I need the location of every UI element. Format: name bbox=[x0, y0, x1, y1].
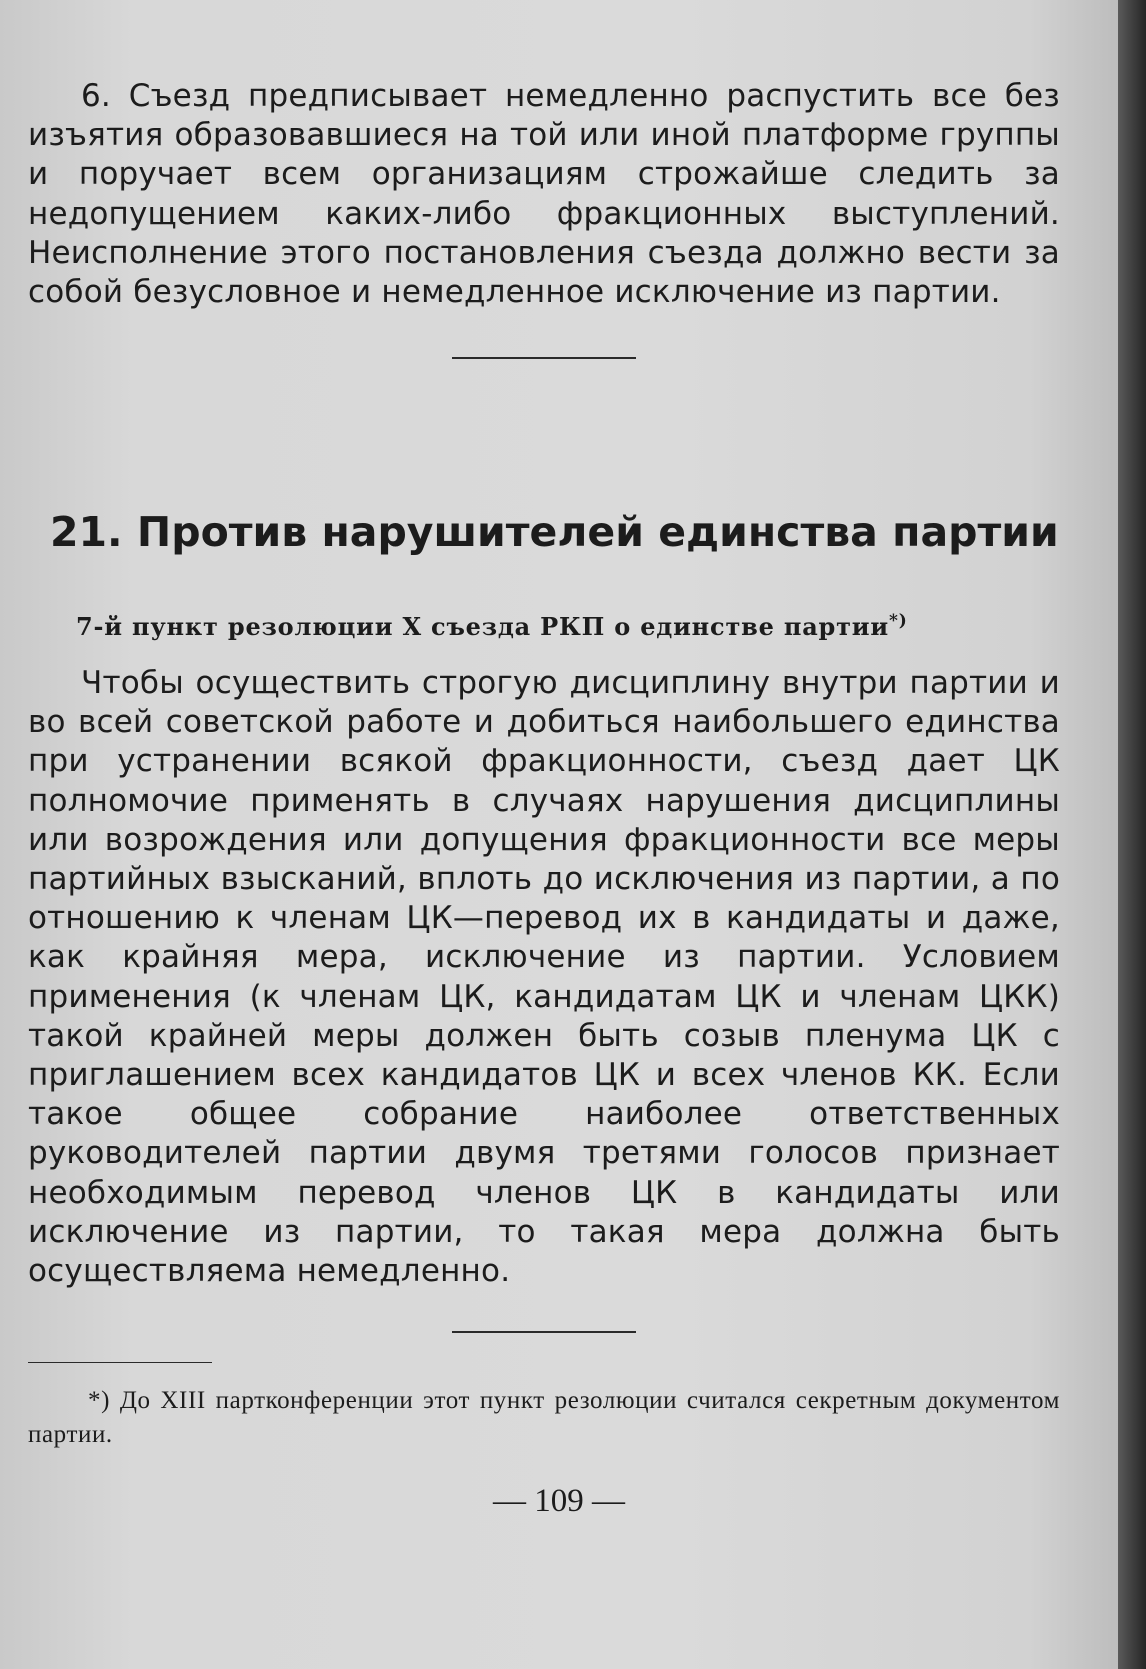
separator-rule bbox=[452, 357, 636, 359]
section-subtitle bbox=[76, 611, 1060, 641]
paragraph-point-seven: Чтобы осуществить строгую дисциплину внутри партии и во всей советской работе и добиться наибольшего единства при устранении всякой фракционности, съезд дает ЦК полномочие применять в случаях нарушения дисциплины или возрождения или допущения фракционности все меры партийных взысканий, вплоть до исключения из партии, а по отношению к членам ЦК—перевод их в кандидаты и даже, как крайняя мера, исключение из партии. Условием применения (к членам ЦК, кандидатам ЦК и членам ЦКК) такой крайней меры должен быть созыв пленума ЦК с приглашением всех кандидатов ЦК и всех членов КК. Если такое общее собрание наиболее ответственных руководителей партии двумя третями голосов признает необходимым перевод членов ЦК в кандидаты или исключение из партии, то такая мера должна быть осуществляема немедленно. bbox=[28, 665, 1060, 1290]
subtitle-text: 7-й пункт резолюции X съезда РКП о единстве партии bbox=[76, 612, 890, 641]
footnote-marker: *) bbox=[889, 611, 908, 631]
separator-rule bbox=[452, 1331, 636, 1333]
section-title: 21. Против нарушителей единства партии bbox=[50, 508, 1059, 556]
page-number: — 109 — bbox=[493, 1483, 625, 1519]
page-edge-shadow bbox=[1118, 0, 1146, 1669]
paragraph-point-six: 6. Съезд предписывает немедленно распустить все без изъятия образовавшиеся на той или иной платформе группы и поручает всем организациям строжайше следить за недопущением каких-либо фракционных выступлений. Неисполнение этого постановления съезда должно вести за собой безусловное и немедленное исключение из партии. bbox=[28, 78, 1060, 311]
footnote-rule bbox=[28, 1362, 212, 1363]
footnote: *) До XIII партконференции этот пункт резолюции считался секретным документом партии. bbox=[28, 1387, 1060, 1448]
